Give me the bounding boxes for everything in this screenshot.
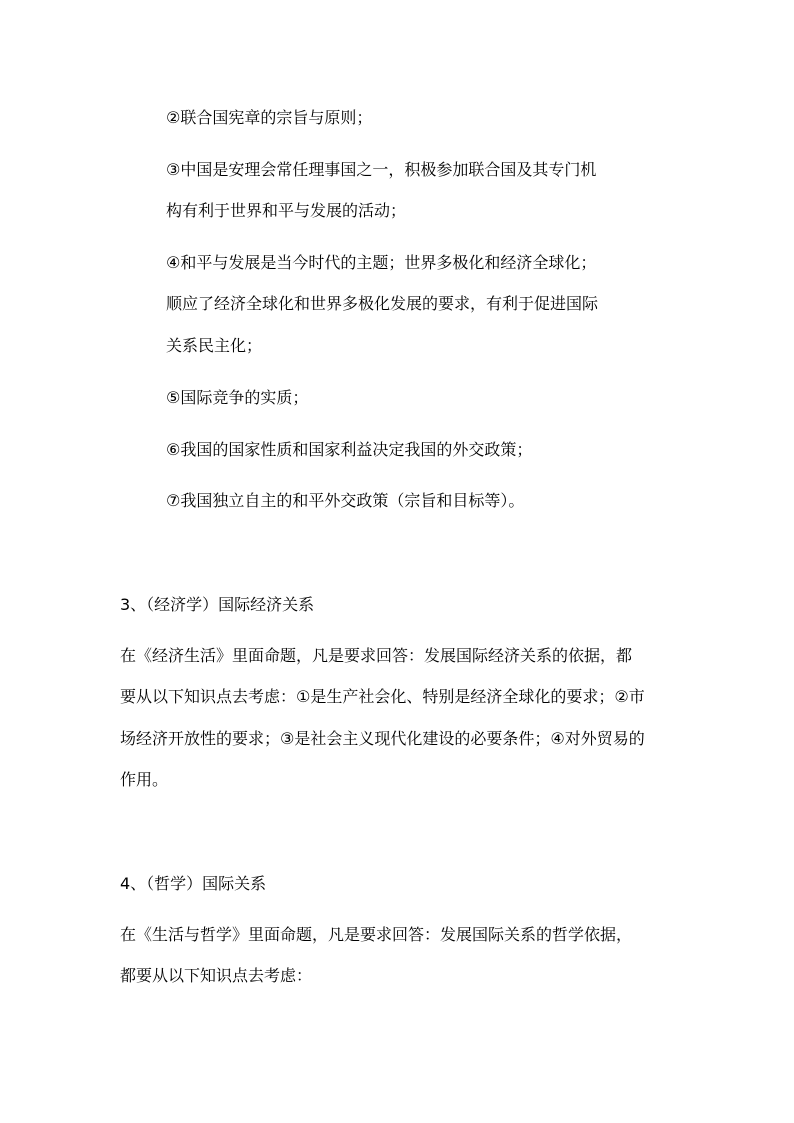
list-item-5: ⑤国际竞争的实质；: [166, 388, 309, 407]
section-4-paragraph-line-2: 都要从以下知识点去考虑：: [120, 966, 313, 985]
list-item-6: ⑥我国的国家性质和国家利益决定我国的外交政策；: [166, 440, 533, 459]
section-3-paragraph-line-4: 作用。: [120, 770, 169, 789]
section-3-heading: 3、（经济学）国际经济关系: [120, 595, 315, 614]
list-item-4-line-1: ④和平与发展是当今时代的主题；世界多极化和经济全球化；: [166, 253, 597, 272]
list-item-7: ⑦我国独立自主的和平外交政策（宗旨和目标等）。: [166, 491, 525, 510]
section-3-paragraph-line-3: 场经济开放性的要求；③是社会主义现代化建设的必要条件；④对外贸易的: [120, 729, 645, 748]
section-3-paragraph-line-2: 要从以下知识点去考虑：①是生产社会化、特别是经济全球化的要求；②市: [120, 687, 645, 706]
list-item-4-line-2: 顺应了经济全球化和世界多极化发展的要求，有利于促进国际: [166, 294, 599, 313]
list-item-2: ②联合国宪章的宗旨与原则；: [166, 108, 373, 127]
section-4-paragraph-line-1: 在《生活与哲学》里面命题，凡是要求回答：发展国际关系的哲学依据，: [120, 925, 633, 944]
section-4-heading: 4、（哲学）国际关系: [120, 874, 267, 893]
section-3-paragraph-line-1: 在《经济生活》里面命题，凡是要求回答：发展国际经济关系的依据，都: [120, 646, 633, 665]
list-item-3-line-2: 构有利于世界和平与发展的活动；: [166, 201, 407, 220]
list-item-3-line-1: ③中国是安理会常任理事国之一，积极参加联合国及其专门机: [166, 160, 597, 179]
list-item-4-line-3: 关系民主化；: [166, 336, 263, 355]
